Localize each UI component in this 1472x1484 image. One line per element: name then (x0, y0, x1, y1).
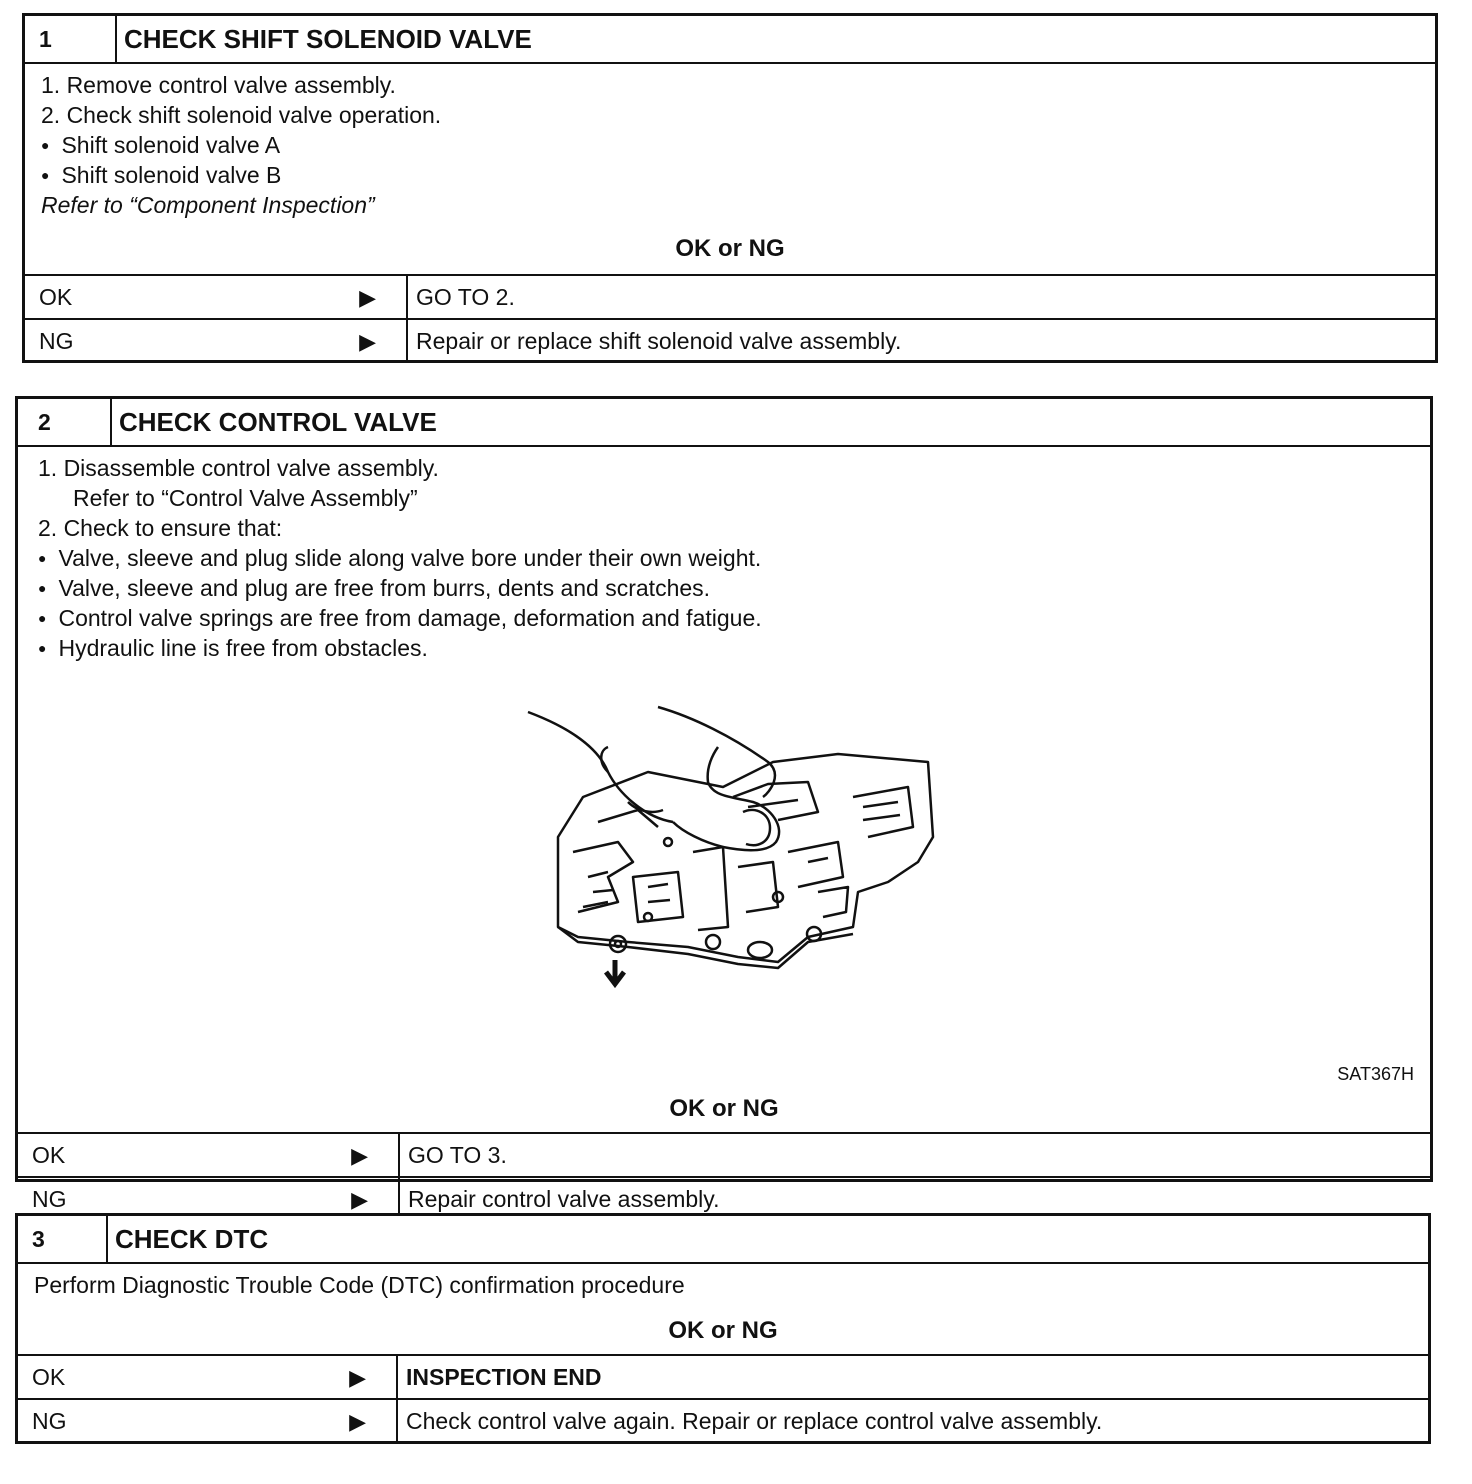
instruction-bullet: ● Valve, sleeve and plug are free from burrs, dents and scratches. (38, 573, 710, 606)
instruction-bullet: ● Shift solenoid valve A (41, 130, 280, 163)
ok-or-ng-label: OK or NG (668, 1317, 778, 1344)
instruction-line: 1. Remove control valve assembly. (41, 72, 396, 98)
step-1-instructions (25, 64, 1435, 274)
ng-result: Check control valve again. Repair or replace control valve assembly. (406, 1407, 1103, 1434)
ng-row (18, 1398, 1428, 1442)
ng-label-cell (18, 1400, 398, 1442)
ok-label: OK (32, 1363, 66, 1390)
ok-row (18, 1354, 1428, 1398)
ok-label: OK (32, 1141, 66, 1168)
step-number: 2 (18, 399, 112, 445)
instruction-line: 2. Check shift solenoid valve operation. (41, 102, 442, 128)
instruction-bullet: ● Shift solenoid valve B (41, 160, 281, 193)
ok-result: GO TO 3. (408, 1141, 507, 1168)
step-3-instructions (18, 1264, 1428, 1354)
ng-label-cell (25, 320, 408, 362)
ng-result: Repair or replace shift solenoid valve assembly. (416, 327, 902, 354)
ng-label: NG (39, 327, 74, 354)
ng-result: Repair control valve assembly. (408, 1185, 720, 1212)
step-title: CHECK SHIFT SOLENOID VALVE (124, 23, 532, 54)
instruction-bullet: ● Control valve springs are free from damage, deformation and fatigue. (38, 603, 762, 636)
reference-note: Refer to “Component Inspection” (41, 192, 375, 218)
arrow-right-icon: ▶ (351, 1187, 368, 1213)
ok-label-cell (25, 276, 408, 318)
down-arrow-icon (606, 960, 624, 984)
ok-label: OK (39, 283, 73, 310)
arrow-right-icon: ▶ (349, 1365, 366, 1391)
ok-row (18, 1132, 1430, 1176)
ok-or-ng-label: OK or NG (675, 235, 785, 262)
step-1-header (25, 16, 1435, 64)
step-2-instructions (18, 447, 1430, 1092)
reference-note: Refer to “Control Valve Assembly” (73, 485, 418, 511)
step-1-box (22, 13, 1438, 363)
instruction-line: 1. Disassemble control valve assembly. (38, 455, 439, 481)
ok-label-cell (18, 1134, 400, 1176)
step-3-header (18, 1216, 1428, 1264)
ng-label: NG (32, 1185, 67, 1212)
instruction-line: Perform Diagnostic Trouble Code (DTC) confirmation procedure (34, 1272, 685, 1298)
step-number: 1 (25, 16, 117, 62)
step-2-box (15, 396, 1433, 1213)
instruction-bullet: ● Valve, sleeve and plug slide along valve bore under their own weight. (38, 543, 761, 576)
arrow-right-icon: ▶ (349, 1409, 366, 1435)
ok-or-ng-label: OK or NG (669, 1095, 779, 1122)
step-number: 3 (18, 1216, 108, 1262)
ng-label: NG (32, 1407, 67, 1434)
instruction-bullet: ● Hydraulic line is free from obstacles. (38, 633, 428, 666)
step-2-header (18, 399, 1430, 447)
control-valve-illustration (508, 702, 948, 992)
step-3-box (15, 1213, 1431, 1444)
ok-result: GO TO 2. (416, 283, 515, 310)
step-title: CHECK DTC (115, 1223, 269, 1254)
instruction-line: 2. Check to ensure that: (38, 515, 283, 541)
arrow-right-icon: ▶ (359, 285, 376, 311)
arrow-right-icon: ▶ (359, 329, 376, 355)
step-title: CHECK CONTROL VALVE (119, 406, 437, 437)
ng-row (25, 318, 1435, 362)
ok-row (25, 274, 1435, 318)
arrow-right-icon: ▶ (351, 1143, 368, 1169)
ok-label-cell (18, 1356, 398, 1398)
ok-result: INSPECTION END (406, 1363, 602, 1390)
figure-code: SAT367H (1337, 1064, 1414, 1084)
